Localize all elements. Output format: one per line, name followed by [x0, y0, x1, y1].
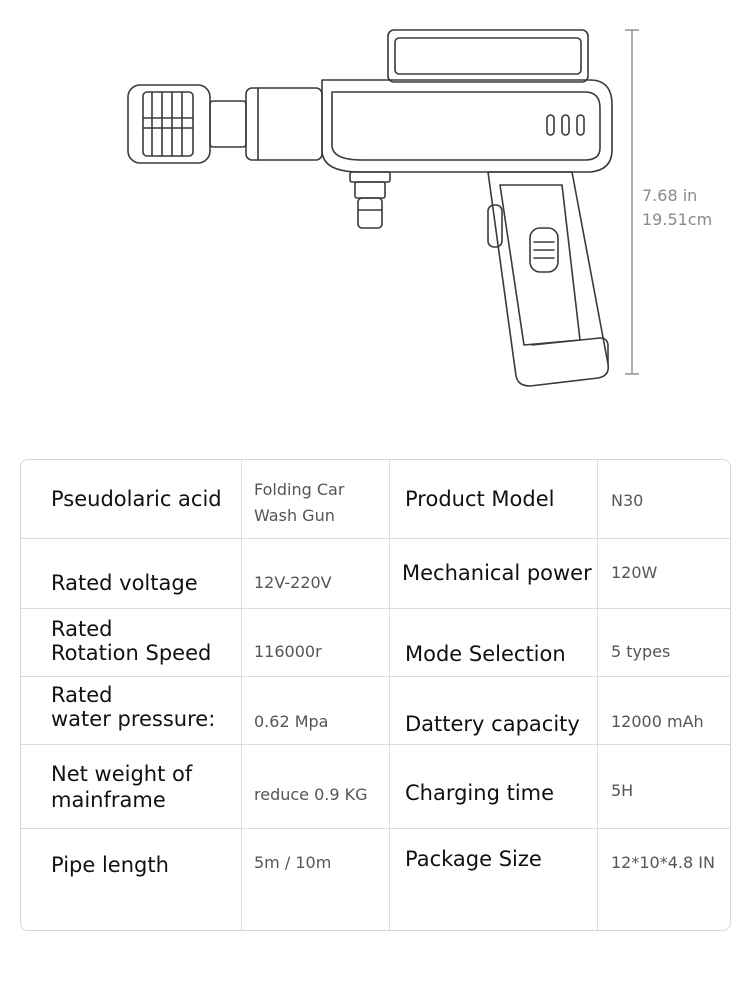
column-divider	[597, 460, 598, 930]
spec-label: Dattery capacity	[405, 712, 580, 736]
spec-label: Rated voltage	[51, 571, 198, 595]
wash-gun-drawing	[0, 0, 750, 420]
spec-label: Package Size	[405, 847, 542, 871]
spec-label: Pseudolaric acid	[51, 487, 222, 511]
spec-value: 0.62 Mpa	[254, 712, 329, 731]
product-illustration	[0, 0, 750, 420]
spec-value: 5 types	[611, 642, 671, 661]
spec-value: reduce 0.9 KG	[254, 785, 368, 804]
spec-label: Mode Selection	[405, 642, 566, 666]
spec-value: Folding Car Wash Gun	[254, 480, 345, 525]
spec-label: Rated Rotation Speed	[51, 617, 212, 665]
spec-value: 12*10*4.8 IN	[611, 853, 715, 872]
spec-value: N30	[611, 491, 644, 510]
spec-value: 5H	[611, 781, 634, 800]
spec-label: Rated water pressure:	[51, 683, 216, 731]
spec-value: 5m / 10m	[254, 853, 332, 872]
dimension-cm: 19.51cm	[642, 210, 713, 229]
column-divider	[241, 460, 242, 930]
spec-label: Product Model	[405, 487, 555, 511]
dimension-inches: 7.68 in	[642, 186, 698, 205]
spec-value: 120W	[611, 563, 658, 582]
column-divider	[389, 460, 390, 930]
spec-label: Net weight of mainframe	[51, 762, 193, 812]
spec-label: Charging time	[405, 781, 555, 805]
spec-value: 12V-220V	[254, 573, 332, 592]
spec-table	[20, 459, 731, 931]
spec-label: Mechanical power	[402, 561, 592, 585]
spec-value: 116000r	[254, 642, 322, 661]
spec-label: Pipe length	[51, 853, 169, 877]
spec-value: 12000 mAh	[611, 712, 704, 731]
